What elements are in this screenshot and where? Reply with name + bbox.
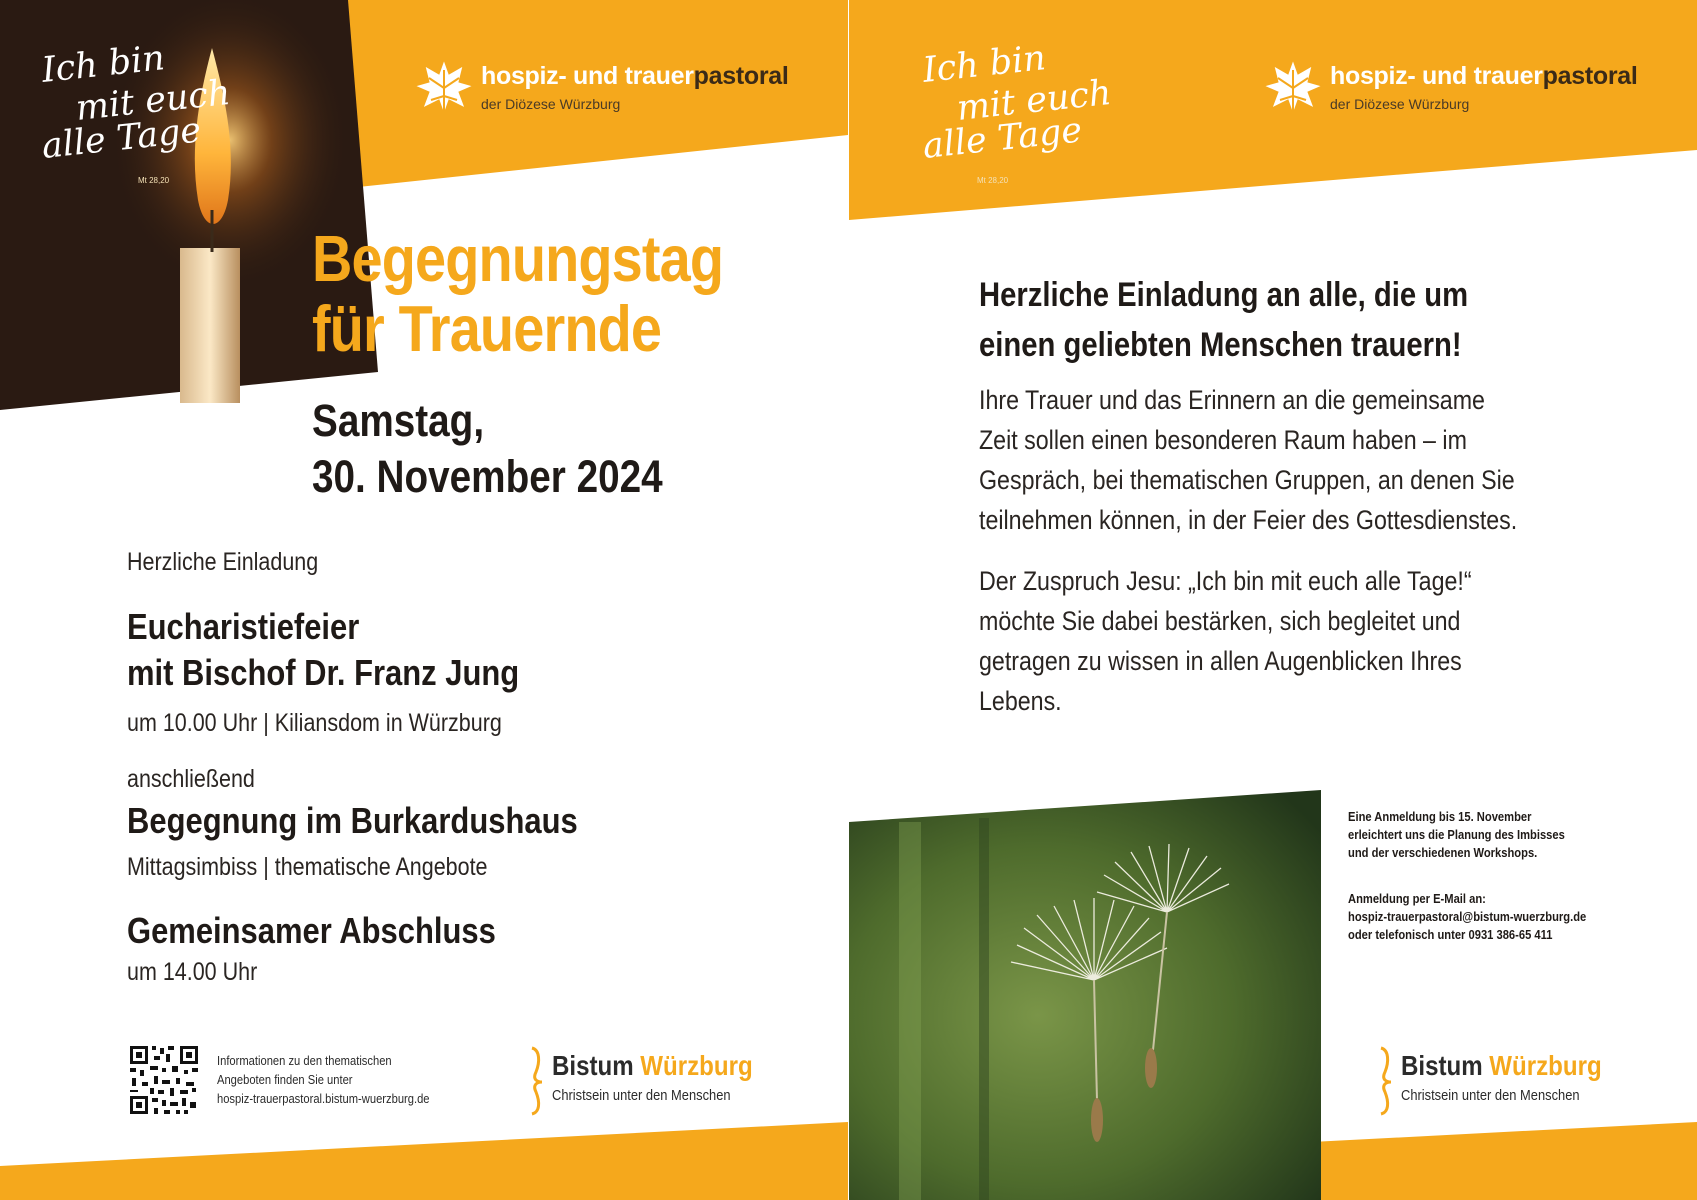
logo-title-accent: pastoral [693,62,789,90]
contact-email-link[interactable]: hospiz-trauerpastoral@bistum-wuerzburg.de [1348,909,1587,924]
motto-reference: Mt 28,20 [138,176,170,185]
logo-title [1330,62,1638,91]
event-eucharist-detail: um 10.00 Uhr | Kiliansdom in Würzburg [127,709,502,737]
flyer-back-page [849,0,1697,1200]
logo-title-main: hospiz- und trauer [481,62,694,90]
contact-line: Anmeldung per E-Mail an: [1348,891,1486,906]
motto [920,38,1114,200]
heading-line: Herzliche Einladung an alle, die um [979,276,1469,314]
registration-note [1348,808,1565,862]
date-line: Samstag, [312,395,485,446]
event-date [312,393,663,505]
logo-subtitle: der Diözese Würzburg [481,96,621,112]
qr-info-line: Informationen zu den thematischen [217,1053,392,1068]
paragraph-remembrance [979,380,1517,540]
pastoral-logo [1262,56,1324,123]
registration-line: erleichtert uns die Planung des Imbisses [1348,827,1565,842]
headline-line: Begegnungstag [312,222,724,295]
qr-code [128,1044,200,1116]
logo-title-accent: pastoral [1542,62,1638,90]
motto [39,38,233,200]
date-line: 30. November 2024 [312,451,663,502]
qr-info-line: Angeboten finden Sie unter [217,1072,353,1087]
logo-title-main: hospiz- und trauer [1330,62,1543,90]
ivy-leaf-icon [413,56,475,118]
bistum-tagline: Christsein unter den Menschen [1401,1087,1580,1104]
contact-info [1348,890,1586,944]
logo-title [481,62,789,91]
event-meeting-detail: Mittagsimbiss | thematische Angebote [127,853,488,881]
motto-line: Ich bin [920,38,1048,91]
paragraph-line: möchte Sie dabei bestärken, sich begleitet und [979,606,1461,636]
headline-line: für Trauernde [312,292,662,365]
flyer-front-page [0,0,848,1200]
invitation-label: Herzliche Einladung [127,548,319,576]
motto-line: Ich bin [39,38,167,91]
headline [312,224,723,364]
pastoral-logo [413,56,475,123]
event-closing-title: Gemeinsamer Abschluss [127,910,496,951]
paragraph-line: Ihre Trauer und das Erinnern an die gemeinsame [979,385,1485,415]
heading-line: einen geliebten Menschen trauern! [979,326,1462,364]
ivy-leaf-icon [1262,56,1324,118]
motto-line: alle Tage [920,110,1084,167]
paragraph-line: Zeit sollen einen besonderen Raum haben – im [979,425,1467,455]
qr-info-line[interactable]: hospiz-trauerpastoral.bistum-wuerzburg.de [217,1091,430,1106]
motto-reference: Mt 28,20 [977,176,1009,185]
event-eucharist-title [127,604,519,696]
bistum-name-accent: Würzburg [1489,1050,1602,1081]
contact-phone: oder telefonisch unter 0931 386-65 411 [1348,927,1553,942]
registration-line: und der verschiedenen Workshops. [1348,845,1538,860]
bistum-logo-name [552,1050,753,1082]
bistum-name-main: Bistum [552,1050,641,1081]
bistum-name-main: Bistum [1401,1050,1490,1081]
paragraph-line: getragen zu wissen in allen Augenblicken Ihres [979,646,1462,676]
paragraph-line: Gespräch, bei thematischen Gruppen, an denen Sie [979,465,1515,495]
motto-line: mit euch [73,72,233,129]
event-closing-detail: um 14.00 Uhr [127,958,258,986]
bottom-band [0,1122,848,1200]
candle [180,248,240,403]
event-title-line: Eucharistiefeier [127,606,360,647]
bistum-logo-name [1401,1050,1602,1082]
paragraph-line: Der Zuspruch Jesu: „Ich bin mit euch alle Tage!“ [979,566,1472,596]
paragraph-line: Lebens. [979,686,1062,716]
dandelion-photo [849,790,1321,1200]
registration-line: Eine Anmeldung bis 15. November [1348,809,1532,824]
then-label: anschließend [127,765,255,793]
bistum-tagline: Christsein unter den Menschen [552,1087,731,1104]
paragraph-line: teilnehmen können, in der Feier des Gottesdienstes. [979,505,1518,535]
motto-line: alle Tage [39,110,203,167]
paragraph-encouragement [979,561,1472,721]
bistum-bracket [532,1048,542,1114]
motto-line: mit euch [954,72,1114,129]
top-band [330,0,848,190]
event-meeting-title: Begegnung im Burkardushaus [127,800,578,841]
bistum-name-accent: Würzburg [640,1050,753,1081]
invitation-heading [979,270,1468,370]
event-title-line: mit Bischof Dr. Franz Jung [127,652,520,693]
logo-subtitle: der Diözese Würzburg [1330,96,1470,112]
bistum-bracket [1381,1048,1391,1114]
qr-info-text [217,1051,430,1108]
